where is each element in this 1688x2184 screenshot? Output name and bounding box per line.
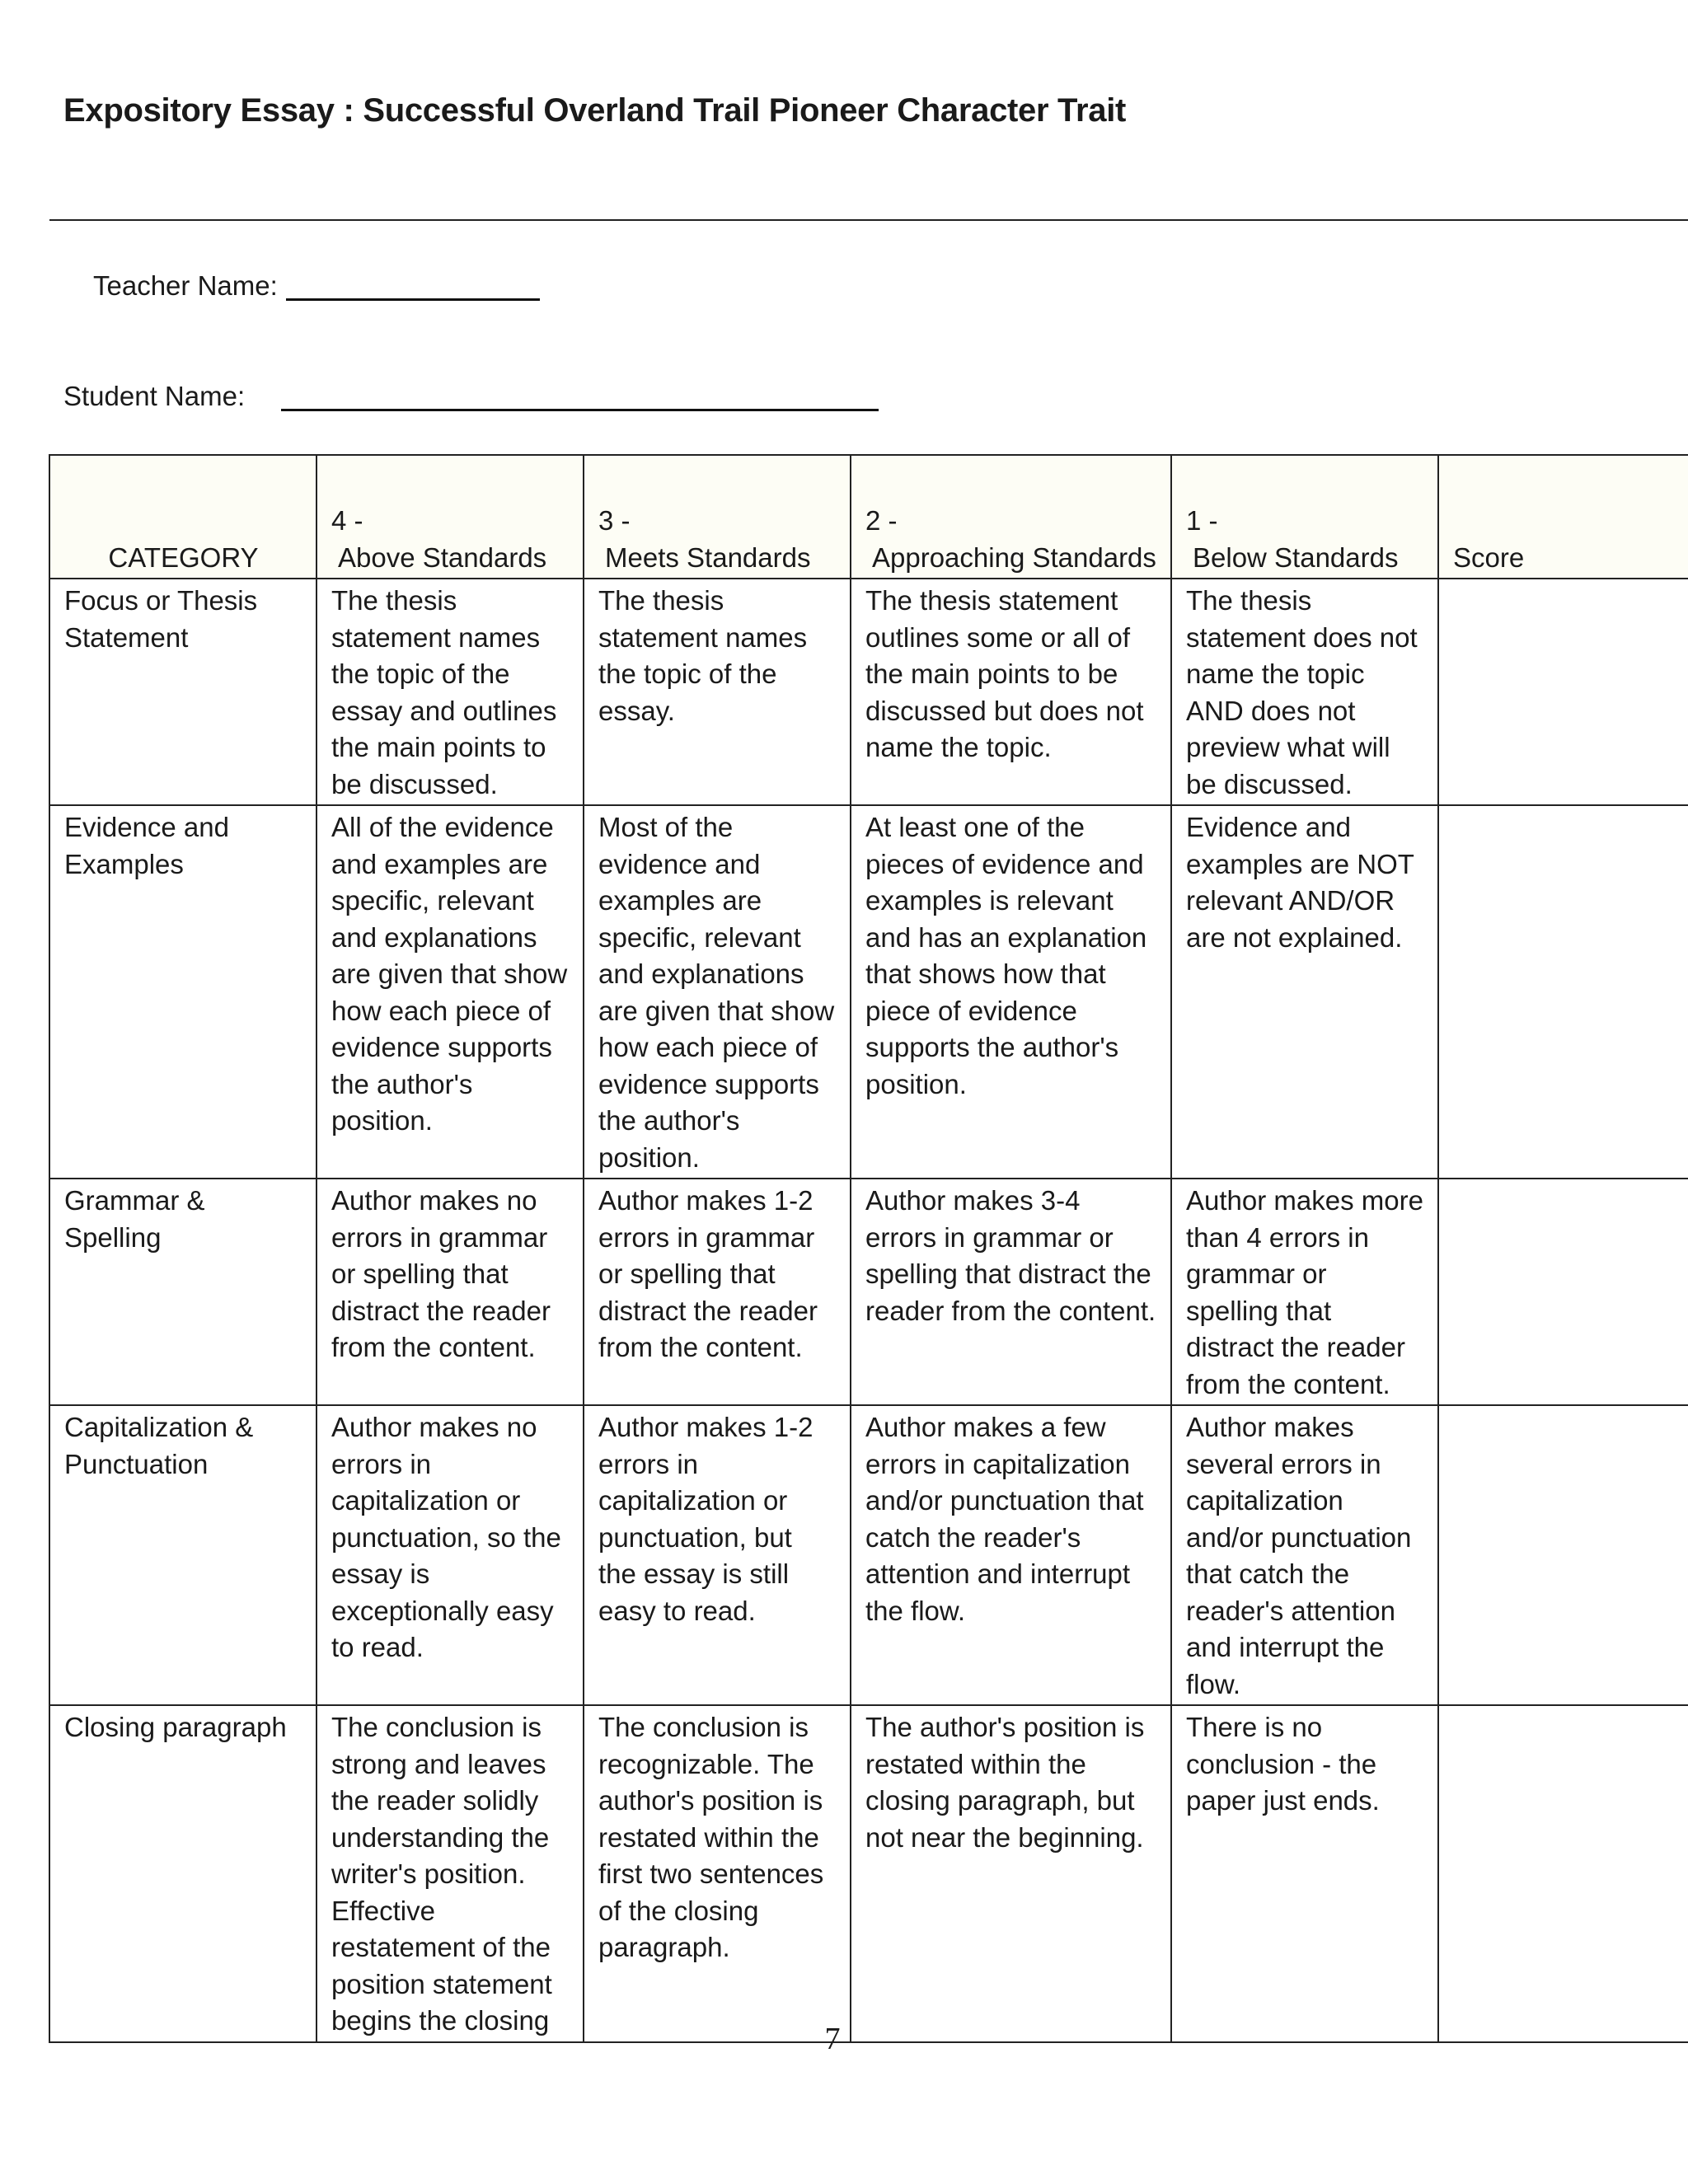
level-2-header xyxy=(851,455,1171,579)
level-3-cell: Most of the evidence and examples are specific, relevant and explanations are given that show how each piece of evidence supports the author's position. xyxy=(584,805,851,1179)
level-1-cell: Evidence and examples are NOT relevant AND/OR are not explained. xyxy=(1171,805,1438,1179)
level-2-cell: Author makes 3-4 errors in grammar or spelling that distract the reader from the content. xyxy=(851,1179,1171,1405)
level-4-cell: The thesis statement names the topic of the essay and outlines the main points to be discussed. xyxy=(316,579,584,805)
level-2-cell: Author makes a few errors in capitalization and/or punctuation that catch the reader's attention and interrupt the flow. xyxy=(851,1405,1171,1705)
level-3-cell: Author makes 1-2 errors in capitalization or punctuation, but the essay is still easy to read. xyxy=(584,1405,851,1705)
level-1-name: Below Standards xyxy=(1193,541,1399,573)
level-3-number: 3 - xyxy=(598,505,631,536)
student-name-field[interactable] xyxy=(281,409,879,411)
level-4-cell: All of the evidence and examples are specific, relevant and explanations are given that show how each piece of evidence supports the author's position. xyxy=(316,805,584,1179)
teacher-name-field[interactable] xyxy=(286,298,540,301)
level-3-name: Meets Standards xyxy=(605,541,811,573)
score-cell[interactable] xyxy=(1438,1179,1688,1405)
score-cell[interactable] xyxy=(1438,805,1688,1179)
page-number: 7 xyxy=(824,2022,841,2056)
level-4-cell: Author makes no errors in capitalization or punctuation, so the essay is exceptionally easy to read. xyxy=(316,1405,584,1705)
title-divider xyxy=(49,219,1688,221)
level-2-cell: The thesis statement outlines some or all of the main points to be discussed but does not name the topic. xyxy=(851,579,1171,805)
rubric-row-capitalization xyxy=(49,1405,1688,1705)
level-1-number: 1 - xyxy=(1186,505,1218,536)
level-2-number: 2 - xyxy=(865,505,898,536)
level-4-name: Above Standards xyxy=(338,541,547,573)
level-3-cell: Author makes 1-2 errors in grammar or spelling that distract the reader from the content. xyxy=(584,1179,851,1405)
level-4-header xyxy=(316,455,584,579)
level-3-header xyxy=(584,455,851,579)
category-cell: Capitalization & Punctuation xyxy=(49,1405,316,1705)
rubric-row-evidence xyxy=(49,805,1688,1179)
level-1-cell: Author makes more than 4 errors in grammar or spelling that distract the reader from the content. xyxy=(1171,1179,1438,1405)
rubric-row-grammar xyxy=(49,1179,1688,1405)
rubric-row-focus xyxy=(49,579,1688,805)
level-2-cell: At least one of the pieces of evidence and examples is relevant and has an explanation that shows how that piece of evidence supports the author's position. xyxy=(851,805,1171,1179)
category-cell: Focus or Thesis Statement xyxy=(49,579,316,805)
level-3-cell: The thesis statement names the topic of the essay. xyxy=(584,579,851,805)
score-cell[interactable] xyxy=(1438,1405,1688,1705)
level-2-cell: The author's position is restated within the closing paragraph, but not near the beginning. xyxy=(851,1705,1171,2042)
level-1-cell: Author makes several errors in capitalization and/or punctuation that catch the reader's attention and interrupt the flow. xyxy=(1171,1405,1438,1705)
level-2-name: Approaching Standards xyxy=(872,541,1156,573)
score-header: Score xyxy=(1438,455,1688,579)
level-4-cell: Author makes no errors in grammar or spelling that distract the reader from the content. xyxy=(316,1179,584,1405)
level-4-number: 4 - xyxy=(331,505,363,536)
student-name-label: Student Name: xyxy=(63,381,246,411)
level-4-cell: The conclusion is strong and leaves the reader solidly understanding the writer's position. Effective restatement of the position statement begins the closing xyxy=(316,1705,584,2042)
level-1-header xyxy=(1171,455,1438,579)
teacher-name-label: Teacher Name: xyxy=(93,270,278,301)
level-1-cell: There is no conclusion - the paper just ends. xyxy=(1171,1705,1438,2042)
level-3-cell: The conclusion is recognizable. The author's position is restated within the first two sentences of the closing paragraph. xyxy=(584,1705,851,2042)
rubric-row-closing xyxy=(49,1705,1688,2042)
document-title: Expository Essay : Successful Overland Trail Pioneer Character Trait xyxy=(63,92,1127,129)
score-cell[interactable] xyxy=(1438,579,1688,805)
category-cell: Grammar & Spelling xyxy=(49,1179,316,1405)
rubric-header-row xyxy=(49,455,1688,579)
rubric-table xyxy=(49,454,1688,2043)
category-header: CATEGORY xyxy=(49,455,316,579)
category-cell: Evidence and Examples xyxy=(49,805,316,1179)
category-cell: Closing paragraph xyxy=(49,1705,316,2042)
level-1-cell: The thesis statement does not name the topic AND does not preview what will be discussed. xyxy=(1171,579,1438,805)
score-cell[interactable] xyxy=(1438,1705,1688,2042)
